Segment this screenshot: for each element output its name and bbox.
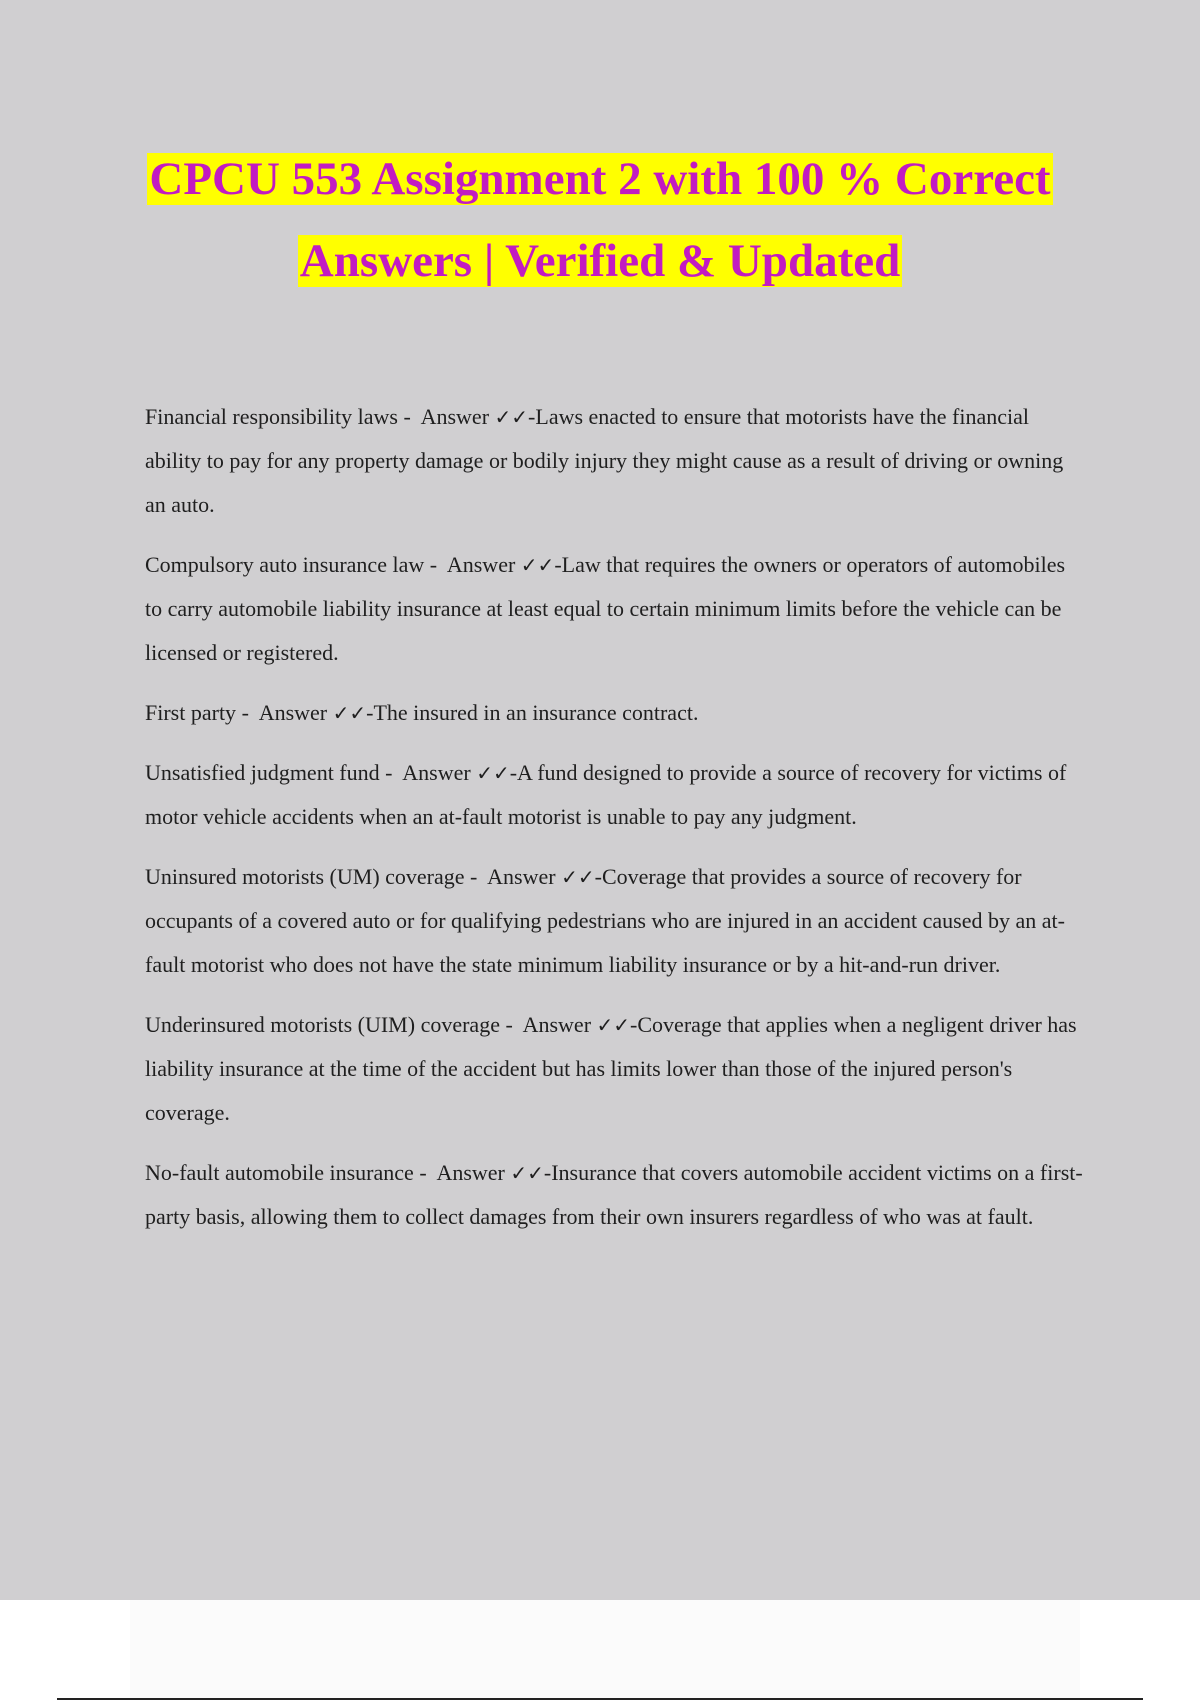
check-mark-icon: ✓✓ — [596, 1013, 631, 1037]
page-footer — [0, 1600, 1200, 1700]
entry-definition: Law that requires the owners or operators of automobiles to carry automobile liability insurance at least equal to certain minimum limits before the vehicle can be licensed or registered. — [145, 552, 1066, 665]
title-line-1: CPCU 553 Assignment 2 with 100 % Correct — [149, 153, 1051, 205]
answer-label: Answer — [446, 552, 516, 577]
entry-term: Unsatisfied judgment fund — [145, 760, 380, 785]
entry-definition: Laws enacted to ensure that motorists have the financial ability to pay for any property damage or bodily injury they might cause as a result of driving or owning an auto. — [145, 404, 1064, 517]
qa-entry: Financial responsibility laws - Answer ✓✓-Laws enacted to ensure that motorists have the financial ability to pay for any property damage or bodily injury they might cause as a result of driving or owning an auto. — [145, 404, 1064, 517]
answer-label: Answer — [420, 404, 490, 429]
entry-definition: A fund designed to provide a source of recovery for victims of motor vehicle accidents when an at-fault motorist is unable to pay any judgment. — [145, 760, 1067, 829]
qa-list — [145, 395, 1085, 1255]
answer-label: Answer — [402, 760, 471, 785]
qa-entry: Unsatisfied judgment fund - Answer ✓✓-A fund designed to provide a source of recovery for victims of motor vehicle accidents when an at-fault motorist is unable to pay any judgment. — [145, 760, 1067, 829]
footer-band — [130, 1600, 1080, 1698]
entry-definition: Coverage that applies when a negligent driver has liability insurance at the time of the accident but has limits lower than those of the injured person's coverage. — [145, 1012, 1077, 1125]
entry-definition: Insurance that covers automobile accident victims on a first-party basis, allowing them to collect damages from their own insurers regardless of who was at fault. — [145, 1160, 1083, 1229]
check-mark-icon: ✓✓ — [332, 701, 367, 725]
check-mark-icon: ✓✓ — [510, 1161, 544, 1185]
entry-term: Financial responsibility laws — [145, 404, 398, 429]
qa-entry: First party - Answer ✓✓-The insured in an insurance contract. — [145, 700, 699, 725]
qa-entry: Underinsured motorists (UIM) coverage - Answer ✓✓-Coverage that applies when a negligent driver has liability insurance at the time of the accident but has limits lower than those of the injured person's coverage. — [145, 1012, 1077, 1125]
entry-definition: The insured in an insurance contract. — [373, 700, 699, 725]
qa-entry: Uninsured motorists (UM) coverage - Answer ✓✓-Coverage that provides a source of recovery for occupants of a covered auto or for qualifying pedestrians who are injured in an accident caused by an at-fault motorist who does not have the state minimum liability insurance or by a hit-and-run driver. — [145, 864, 1065, 977]
answer-label: Answer — [258, 700, 328, 725]
title-line-2: Answers | Verified & Updated — [299, 235, 901, 287]
entry-term: Compulsory auto insurance law — [145, 552, 425, 577]
qa-entry: Compulsory auto insurance law - Answer ✓✓-Law that requires the owners or operators of automobiles to carry automobile liability insurance at least equal to certain minimum limits before the vehicle can be licensed or registered. — [145, 552, 1066, 665]
answer-label: Answer — [522, 1012, 592, 1037]
check-mark-icon: ✓✓ — [520, 553, 555, 577]
entry-term: No-fault automobile insurance — [145, 1160, 414, 1185]
qa-entry: No-fault automobile insurance - Answer ✓✓-Insurance that covers automobile accident victims on a first-party basis, allowing them to collect damages from their own insurers regardless of who was at fault. — [145, 1160, 1083, 1229]
answer-label: Answer — [436, 1160, 505, 1185]
check-mark-icon: ✓✓ — [561, 865, 595, 889]
check-mark-icon: ✓✓ — [476, 761, 510, 785]
document-title — [0, 138, 1200, 302]
entry-definition: Coverage that provides a source of recovery for occupants of a covered auto or for qualifying pedestrians who are injured in an accident caused by an at-fault motorist who does not have the state minimum liability insurance or by a hit-and-run driver. — [145, 864, 1065, 977]
answer-label: Answer — [487, 864, 556, 889]
check-mark-icon: ✓✓ — [494, 405, 529, 429]
entry-term: Uninsured motorists (UM) coverage — [145, 864, 465, 889]
entry-term: First party — [145, 700, 237, 725]
entry-term: Underinsured motorists (UIM) coverage — [145, 1012, 500, 1037]
